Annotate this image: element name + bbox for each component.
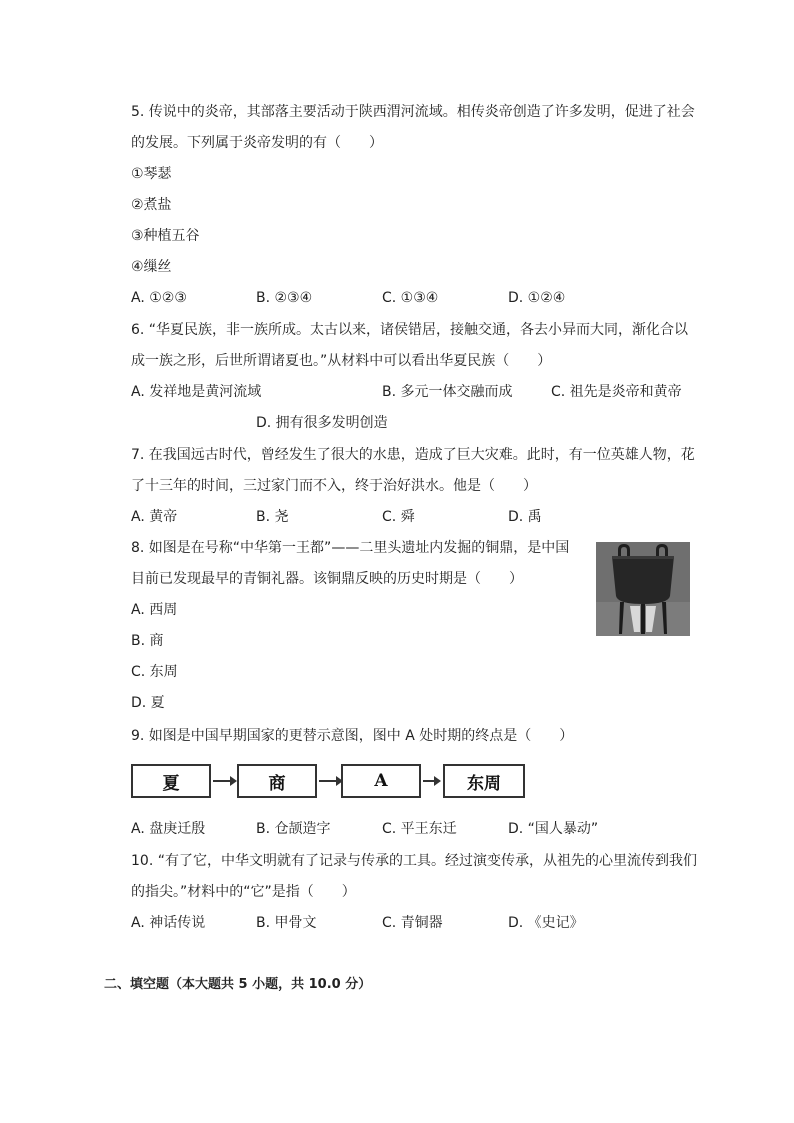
q6-option-d: D. 拥有很多发明创造: [256, 415, 388, 431]
bronze-ding-image: [596, 542, 690, 636]
bronze-ding-icon: [596, 542, 690, 636]
q7-option-b: B. 尧: [256, 509, 289, 525]
q9-option-b: B. 仓颉造字: [256, 821, 331, 837]
flow-box-a: A: [341, 764, 421, 798]
q5-option-d: D. ①②④: [508, 290, 566, 306]
q6-option-c: C. 祖先是炎帝和黄帝: [551, 384, 682, 400]
q6-stem-line1: 6. “华夏民族，非一族所成。太古以来，诸侯错居，接触交通，各去小异而大同，渐化合以: [131, 322, 689, 338]
q5-option-c: C. ①③④: [382, 290, 439, 306]
q6-option-a: A. 发祥地是黄河流域: [131, 384, 262, 400]
flow-arrow-1: [213, 780, 231, 782]
q8-option-a: A. 西周: [131, 602, 178, 618]
q5-item-2: ②煮盐: [131, 197, 172, 213]
q5-item-1: ①琴瑟: [131, 166, 172, 182]
flow-box-xia: 夏: [131, 764, 211, 798]
flow-box-eastern-zhou: 东周: [443, 764, 525, 798]
flow-arrow-2: [319, 780, 337, 782]
q8-stem-line1: 8. 如图是在号称“中华第一王都”——二里头遗址内发掘的铜鼎，是中国: [131, 540, 570, 556]
q6-stem-line2: 成一族之形，后世所谓诸夏也。”从材料中可以看出华夏民族（ ）: [131, 353, 552, 369]
q5-option-b: B. ②③④: [256, 290, 313, 306]
q6-option-b: B. 多元一体交融而成: [382, 384, 513, 400]
q10-option-c: C. 青铜器: [382, 915, 443, 931]
q9-stem-line1: 9. 如图是中国早期国家的更替示意图，图中 A 处时期的终点是（ ）: [131, 728, 574, 744]
q5-stem-line1: 5. 传说中的炎帝，其部落主要活动于陕西渭河流域。相传炎帝创造了许多发明，促进了社会: [131, 104, 695, 120]
dynasty-flow-diagram: [131, 762, 531, 802]
flow-arrow-3: [423, 780, 435, 782]
q9-option-a: A. 盘庚迁殷: [131, 821, 206, 837]
q10-option-a: A. 神话传说: [131, 915, 206, 931]
q7-option-d: D. 禹: [508, 509, 542, 525]
q5-option-a: A. ①②③: [131, 290, 187, 306]
q5-item-3: ③种植五谷: [131, 228, 200, 244]
q7-option-c: C. 舜: [382, 509, 415, 525]
q5-stem-line2: 的发展。下列属于炎帝发明的有（ ）: [131, 135, 383, 151]
q8-stem-line2: 目前已发现最早的青铜礼器。该铜鼎反映的历史时期是（ ）: [131, 571, 523, 587]
q7-stem-line1: 7. 在我国远古时代，曾经发生了很大的水患，造成了巨大灾难。此时，有一位英雄人物，花: [131, 447, 695, 463]
q7-option-a: A. 黄帝: [131, 509, 178, 525]
q8-option-d: D. 夏: [131, 695, 165, 711]
section-heading-fill-in: 二、填空题（本大题共 5 小题，共 10.0 分）: [104, 977, 372, 992]
q8-option-b: B. 商: [131, 633, 164, 649]
q10-stem-line2: 的指尖。”材料中的“它”是指（ ）: [131, 884, 356, 900]
flow-box-shang: 商: [237, 764, 317, 798]
q8-option-c: C. 东周: [131, 664, 178, 680]
q9-option-d: D. “国人暴动”: [508, 821, 599, 837]
q10-option-b: B. 甲骨文: [256, 915, 317, 931]
q9-option-c: C. 平王东迁: [382, 821, 457, 837]
q7-stem-line2: 了十三年的时间，三过家门而不入，终于治好洪水。他是（ ）: [131, 478, 537, 494]
q10-stem-line1: 10. “有了它，中华文明就有了记录与传承的工具。经过演变传承，从祖先的心里流传到我们: [131, 853, 697, 869]
q10-option-d: D. 《史记》: [508, 915, 584, 931]
q5-item-4: ④缫丝: [131, 259, 172, 275]
